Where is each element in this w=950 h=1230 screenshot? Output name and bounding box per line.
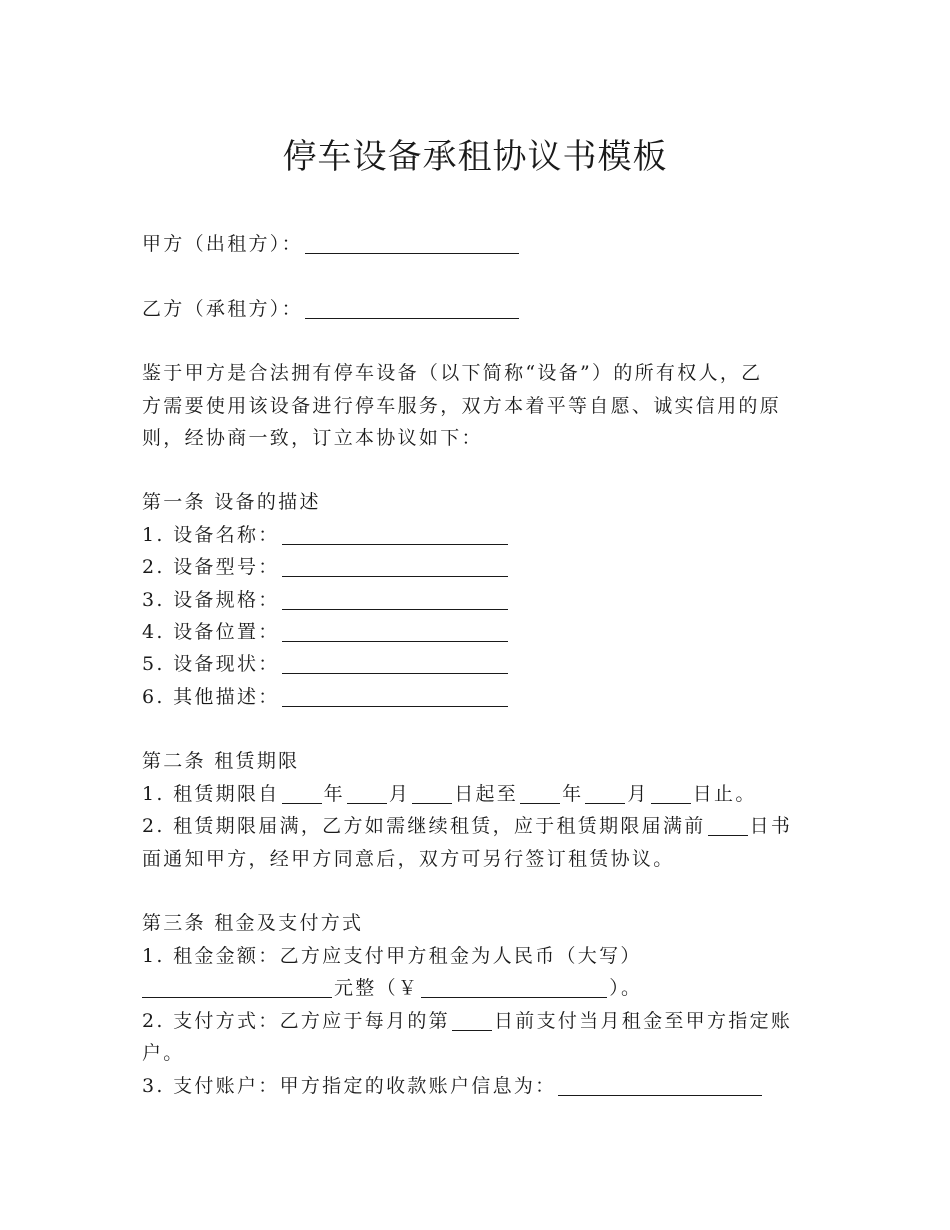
year-blank[interactable] (282, 781, 322, 804)
intro-line-3: 则，经协商一致，订立本协议如下： (142, 427, 483, 449)
party-b-line (142, 293, 521, 325)
party-b-blank[interactable] (305, 296, 519, 319)
text-segment: 2. 租赁期限届满，乙方如需继续租赁，应于租赁期限届满前 (142, 815, 706, 837)
article-3-item-2 (142, 1005, 792, 1037)
item-blank[interactable] (282, 554, 508, 577)
item-blank[interactable] (282, 619, 508, 642)
article-2-item-2 (142, 810, 792, 842)
year-blank[interactable] (520, 781, 560, 804)
account-blank[interactable] (558, 1073, 762, 1096)
text-segment: 2. 支付方式：乙方应于每月的第 (142, 1010, 450, 1032)
article-1-item (142, 681, 510, 713)
item-blank[interactable] (282, 684, 508, 707)
day-blank[interactable] (651, 781, 691, 804)
item-label: 1. 设备名称： (142, 524, 280, 546)
article-2-item-2-cont: 面通知甲方，经甲方同意后，双方可另行签订租赁协议。 (142, 848, 675, 870)
amount-figure-blank[interactable] (421, 975, 607, 998)
article-1-item (142, 616, 510, 648)
text-segment: 3. 支付账户：甲方指定的收款账户信息为： (142, 1075, 557, 1097)
item-label: 6. 其他描述： (142, 686, 280, 708)
article-1-item (142, 551, 510, 583)
article-1-item (142, 519, 510, 551)
document-title: 停车设备承租协议书模板 (282, 137, 668, 177)
text-segment: 1. 租赁期限自 (142, 783, 280, 805)
party-a-blank[interactable] (305, 231, 519, 254)
item-blank[interactable] (282, 522, 508, 545)
item-label: 2. 设备型号： (142, 556, 280, 578)
article-2-item-1 (142, 778, 757, 810)
month-blank[interactable] (585, 781, 625, 804)
text-segment: 年 (323, 783, 345, 805)
intro-line-1: 鉴于甲方是合法拥有停车设备（以下简称“设备”）的所有权人，乙 (142, 362, 763, 384)
article-1-heading: 第一条 设备的描述 (142, 491, 321, 513)
item-blank[interactable] (282, 587, 508, 610)
item-label: 3. 设备规格： (142, 589, 280, 611)
text-segment: 日书 (749, 815, 793, 837)
item-label: 5. 设备现状： (142, 653, 280, 675)
article-2-heading: 第二条 租赁期限 (142, 750, 300, 772)
article-3-heading: 第三条 租金及支付方式 (142, 912, 364, 934)
text-segment: 日前支付当月租金至甲方指定账 (493, 1010, 793, 1032)
text-segment: 月 (388, 783, 411, 805)
text-segment: 年 (562, 783, 584, 805)
article-1-item (142, 584, 510, 616)
text-segment: 月 (627, 783, 649, 805)
article-3-item-1: 1. 租金金额：乙方应支付甲方租金为人民币（大写） (142, 945, 642, 967)
amount-words-blank[interactable] (142, 975, 332, 998)
party-b-label: 乙方（承租方）： (142, 298, 303, 320)
article-3-item-3 (142, 1070, 764, 1102)
text-segment: 日止。 (692, 783, 757, 805)
item-label: 4. 设备位置： (142, 621, 280, 643)
article-1-item (142, 648, 510, 680)
text-segment: 日起至 (454, 783, 519, 805)
pay-day-blank[interactable] (452, 1008, 492, 1031)
item-blank[interactable] (282, 651, 508, 674)
text-segment: ）。 (609, 977, 643, 999)
party-a-label: 甲方（出租方）： (142, 233, 303, 255)
days-blank[interactable] (708, 813, 748, 836)
article-3-item-2-cont: 户。 (142, 1042, 185, 1064)
intro-line-2: 方需要使用该设备进行停车服务，双方本着平等自愿、诚实信用的原 (142, 395, 782, 417)
text-segment: 元整（￥ (334, 977, 420, 999)
month-blank[interactable] (347, 781, 387, 804)
day-blank[interactable] (412, 781, 452, 804)
article-3-item-1-cont (142, 972, 642, 1004)
party-a-line (142, 228, 521, 260)
